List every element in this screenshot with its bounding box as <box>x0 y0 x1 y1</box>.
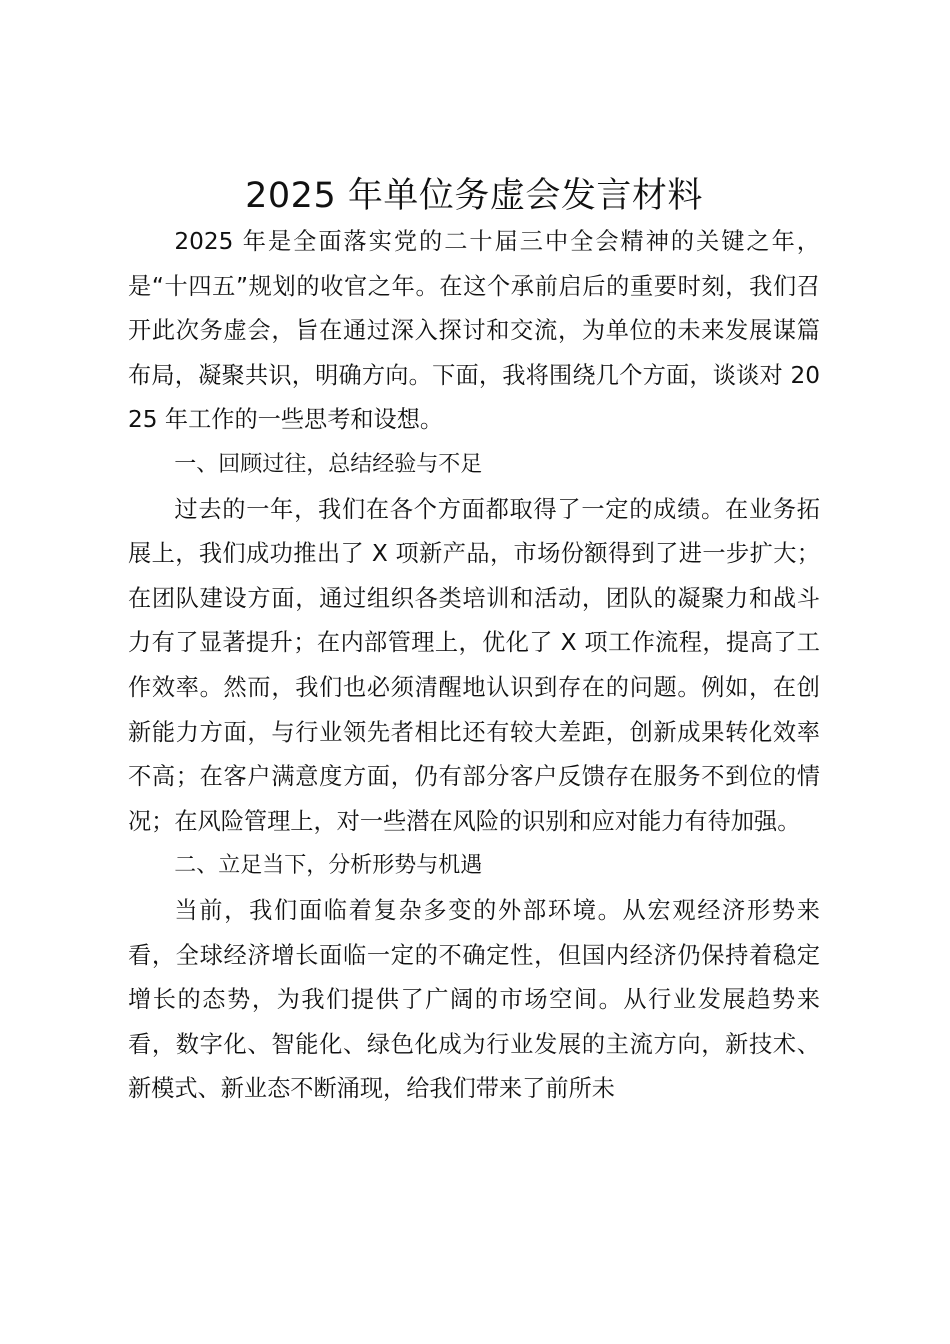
paragraph-situation: 当前，我们面临着复杂多变的外部环境。从宏观经济形势来看，全球经济增长面临一定的不确定性，但国内经济仍保持着稳定增长的态势，为我们提供了广阔的市场空间。从行业发展趋势来看，数字化、智能化、绿色化成为行业发展的主流方向，新技术、新模式、新业态不断涌现，给我们带来了前所未 <box>128 896 820 1103</box>
document-title: 2025 年单位务虚会发言材料 <box>245 176 703 216</box>
paragraph-intro: 2025 年是全面落实党的二十届三中全会精神的关键之年，是“十四五”规划的收官之年。在这个承前启后的重要时刻，我们召开此次务虚会，旨在通过深入探讨和交流，为单位的未来发展谋篇布局，凝聚共识，明确方向。下面，我将围绕几个方面，谈谈对 2025 年工作的一些思考和设想。 <box>128 228 820 434</box>
document-page <box>128 170 820 1112</box>
paragraph-review: 过去的一年，我们在各个方面都取得了一定的成绩。在业务拓展上，我们成功推出了 X 项新产品，市场份额得到了进一步扩大；在团队建设方面，通过组织各类培训和活动，团队的凝聚力和战斗力有了显著提升；在内部管理上，优化了 X 项工作流程，提高了工作效率。然而，我们也必须清醒地认识到存在的问题。例如，在创新能力方面，与行业领先者相比还有较大差距，创新成果转化效率不高；在客户满意度方面，仍有部分客户反馈存在服务不到位的情况；在风险管理上，对一些潜在风险的识别和应对能力有待加强。 <box>128 495 820 835</box>
section-heading-1: 一、回顾过往，总结经验与不足 <box>174 451 483 477</box>
section-heading-2: 二、立足当下，分析形势与机遇 <box>174 853 483 879</box>
